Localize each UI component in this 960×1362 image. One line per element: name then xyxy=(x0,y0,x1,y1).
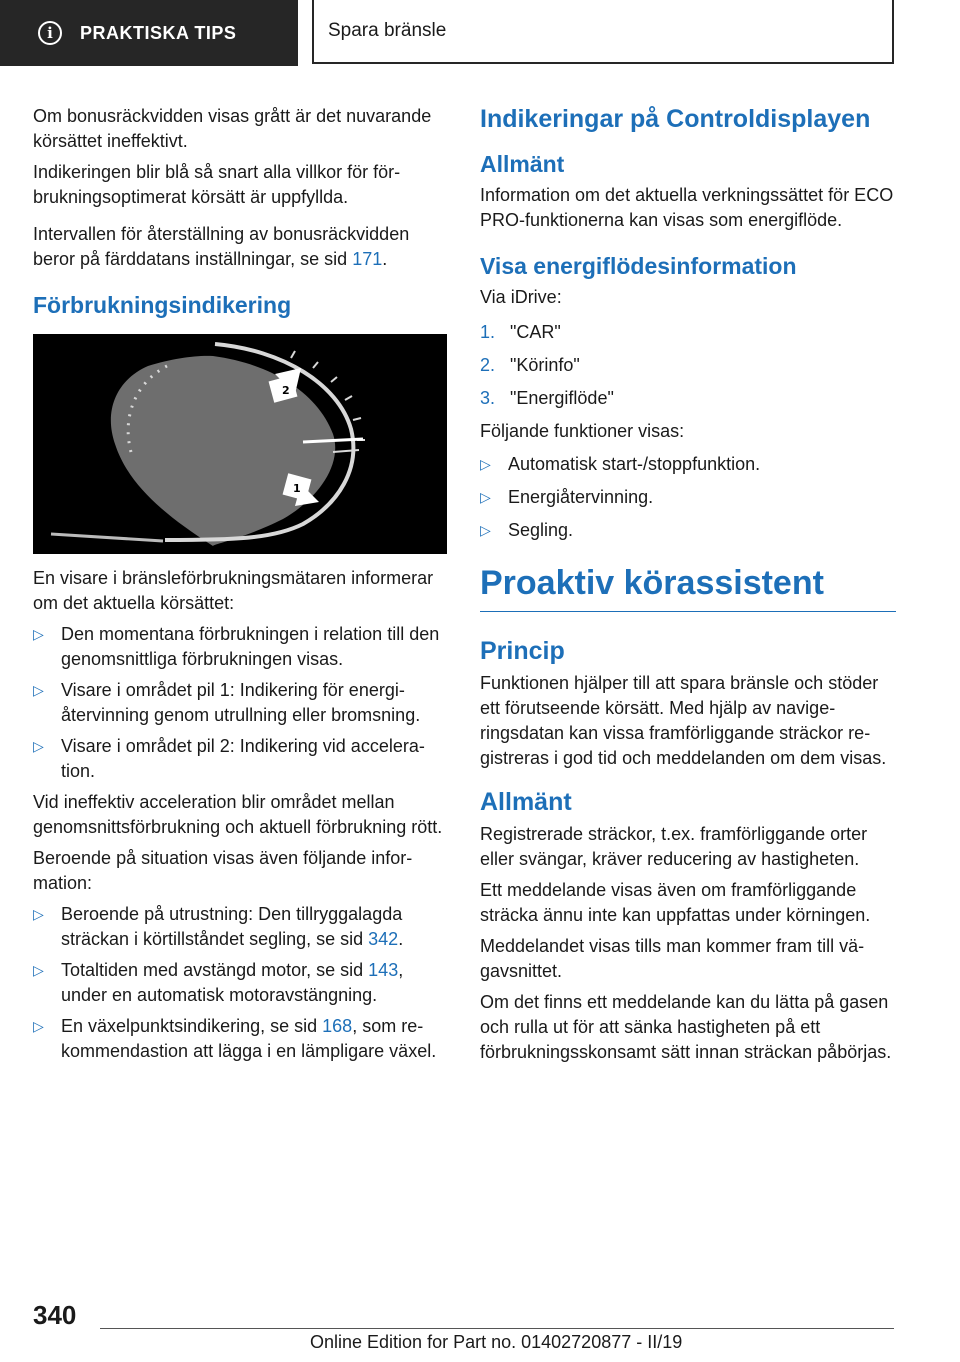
svg-text:1: 1 xyxy=(293,482,301,495)
list-item xyxy=(480,485,896,510)
paragraph: Vid ineffektiv acceleration blir området mellan genomsnittsförbrukning och aktuell förbrukning rött. xyxy=(33,792,443,837)
list-item xyxy=(480,452,896,477)
page-link[interactable]: 342 xyxy=(368,929,399,949)
page-link[interactable]: 171 xyxy=(352,249,383,269)
chapter-heading: Proaktiv körassistent xyxy=(480,564,824,602)
footer-divider xyxy=(100,1328,894,1329)
triangle-bullet-icon: ▷ xyxy=(33,682,44,698)
triangle-bullet-icon: ▷ xyxy=(33,738,44,754)
paragraph: Beroende på situation visas även följande information: xyxy=(33,848,413,893)
section-heading: Allmänt xyxy=(480,788,572,816)
list-item xyxy=(33,622,447,672)
list-item-text: Visare i området pil 2: Indikering vid acceleration. xyxy=(61,736,425,781)
list-item-text: Visare i området pil 1: Indikering för energiåtervinning genom utrullning eller bromsning. xyxy=(61,680,421,725)
step-item xyxy=(480,353,896,378)
heading-divider xyxy=(480,611,896,612)
list-item xyxy=(33,902,447,952)
triangle-bullet-icon: ▷ xyxy=(33,1018,44,1034)
list-item-text xyxy=(61,1014,447,1064)
list-item-text xyxy=(61,958,447,1008)
paragraph: Följande funktioner visas: xyxy=(480,421,685,441)
paragraph: En visare i bränsleförbrukningsmätaren informerar om det aktuella körsättet: xyxy=(33,568,434,613)
list-item-text: , under en automatisk motoravstängning. xyxy=(61,960,404,1005)
list-item-text: , som rekommendastion att lägga i en lämpligare växel. xyxy=(61,1016,437,1061)
step-text: "Energiflöde" xyxy=(510,388,614,408)
triangle-bullet-icon: ▷ xyxy=(33,906,44,922)
paragraph: Meddelandet visas tills man kommer fram till vägavsnittet. xyxy=(480,936,865,981)
chapter-title-tab xyxy=(312,0,894,64)
page-link[interactable]: 168 xyxy=(322,1016,353,1036)
list-item-text xyxy=(61,902,447,952)
paragraph: Om det finns ett meddelande kan du lätta på gasen och rulla ut för att sänka hastigheten på ett förbrukningsskonsamt sätt innan sträckan påbörjas. xyxy=(480,992,892,1062)
chapter-title: Spara bränsle xyxy=(328,20,447,41)
right-column xyxy=(480,104,896,1071)
step-text: "CAR" xyxy=(510,322,561,342)
page-link[interactable]: 143 xyxy=(368,960,399,980)
paragraph xyxy=(33,222,447,272)
triangle-bullet-icon: ▷ xyxy=(480,456,491,472)
list-item xyxy=(33,958,447,1008)
paragraph: Information om det aktuella verkningssättet för ECO PRO-funktionerna kan visas som energiflöde. xyxy=(480,185,894,230)
svg-text:2: 2 xyxy=(282,384,290,397)
list-item-text: . xyxy=(398,929,404,949)
step-number: 3. xyxy=(480,388,496,408)
list-item-text: Totaltiden med avstängd motor, se sid xyxy=(61,960,369,980)
subsection-heading: Visa energiflödesinformation xyxy=(480,253,797,279)
section-heading: Indikeringar på Controldisplayen xyxy=(480,105,871,133)
triangle-bullet-icon: ▷ xyxy=(33,626,44,642)
step-number: 2. xyxy=(480,355,496,375)
list-item-text: Segling. xyxy=(508,520,574,540)
page-header xyxy=(0,0,960,66)
list-item-text: Automatisk start-/stoppfunktion. xyxy=(508,454,761,474)
gauge-illustration xyxy=(33,334,447,554)
section-heading: Princip xyxy=(480,637,565,665)
step-number: 1. xyxy=(480,322,496,342)
section-heading: Förbrukningsindikering xyxy=(33,292,292,318)
paragraph-text: . xyxy=(382,249,388,269)
section-tab-label: PRAKTISKA TIPS xyxy=(80,22,237,43)
list-item xyxy=(33,734,447,784)
subsection-heading: Allmänt xyxy=(480,151,565,177)
edition-note: Online Edition for Part no. 01402720877 - II/19 xyxy=(310,1332,683,1352)
left-column xyxy=(33,104,447,1070)
paragraph: Via iDrive: xyxy=(480,287,562,307)
paragraph: Ett meddelande visas även om framförliggande sträcka ännu inte kan uppfattas under körningen. xyxy=(480,880,871,925)
list-item-text: En växelpunktsindikering, se sid xyxy=(61,1016,323,1036)
triangle-bullet-icon: ▷ xyxy=(480,522,491,538)
list-item-text: Den momentana förbrukningen i relation till den genomsnittliga förbrukningen visas. xyxy=(61,624,440,669)
step-text: "Körinfo" xyxy=(510,355,580,375)
triangle-bullet-icon: ▷ xyxy=(480,489,491,505)
list-item xyxy=(33,1014,447,1064)
section-tab xyxy=(0,0,298,66)
paragraph: Registrerade sträckor, t.ex. framförliggande orter eller svängar, kräver reducering av hastigheten. xyxy=(480,824,868,869)
list-item xyxy=(33,678,447,728)
list-item-text: Energiåtervinning. xyxy=(508,487,654,507)
page-number: 340 xyxy=(33,1300,77,1330)
step-item xyxy=(480,386,896,411)
list-item-text: Beroende på utrustning: Den tillryggalagda sträckan i körtillståndet segling, se sid xyxy=(61,904,403,949)
consumption-gauge-figure xyxy=(33,334,447,554)
paragraph: Funktionen hjälper till att spara bränsle och stöder ett förutseende körsätt. Med hjälp av navigeringsdatan kan vissa framförliggande sträckor registreras i god tid och meddelanden om dem visas. xyxy=(480,673,887,768)
step-item xyxy=(480,320,896,345)
info-icon: i xyxy=(38,21,62,45)
paragraph: Indikeringen blir blå så snart alla villkor för förbrukningsoptimerat körsätt är uppfyllda. xyxy=(33,162,401,207)
list-item xyxy=(480,518,896,543)
triangle-bullet-icon: ▷ xyxy=(33,962,44,978)
paragraph-text: Intervallen för återställning av bonusräckvidden beror på färddatans inställningar, se sid xyxy=(33,224,410,269)
paragraph: Om bonusräckvidden visas grått är det nuvarande körsättet ineffektivt. xyxy=(33,106,432,151)
